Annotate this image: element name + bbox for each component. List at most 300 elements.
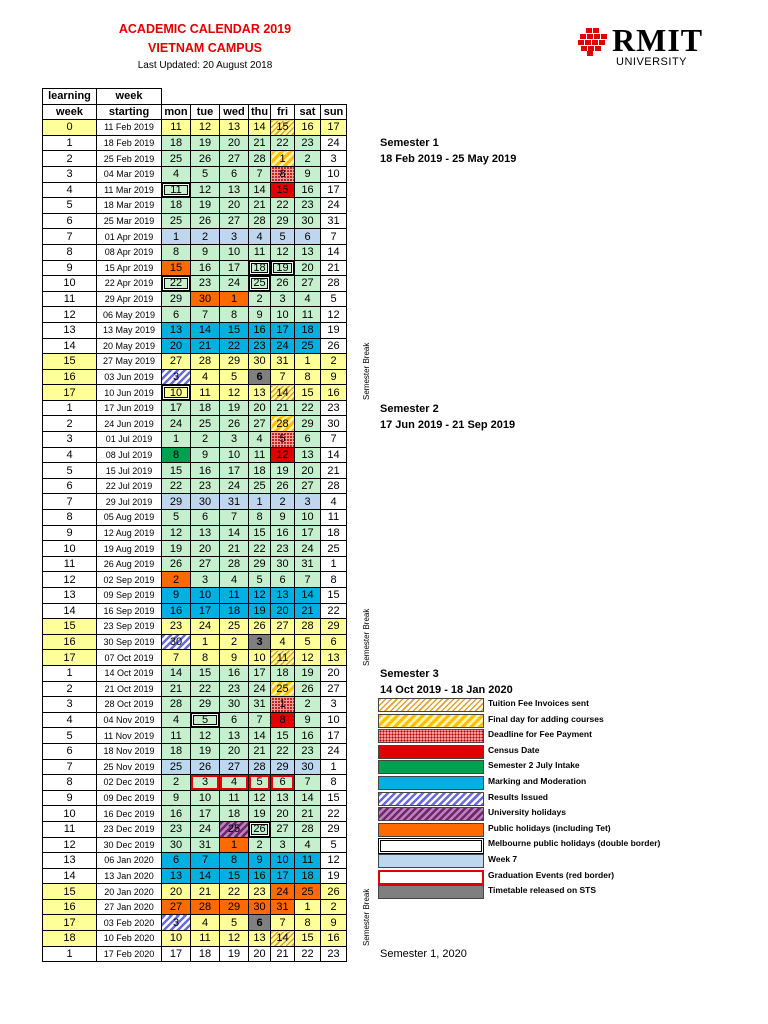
day-cell: 25 <box>295 338 321 354</box>
day-cell: 28 <box>249 213 271 229</box>
table-row <box>43 634 347 650</box>
day-cell: 4 <box>220 572 249 588</box>
header-wed: wed <box>220 104 249 120</box>
learning-week-cell: 8 <box>43 510 97 526</box>
day-cell: 10 <box>249 650 271 666</box>
day-cell: 7 <box>191 853 220 869</box>
learning-week-cell: 12 <box>43 307 97 323</box>
table-row <box>43 899 347 915</box>
week-starting-cell: 20 May 2019 <box>97 338 162 354</box>
table-row <box>43 229 347 245</box>
table-row <box>43 790 347 806</box>
day-cell: 22 <box>321 806 347 822</box>
day-cell: 20 <box>295 260 321 276</box>
day-cell: 20 <box>271 806 295 822</box>
learning-week-cell: 5 <box>43 198 97 214</box>
day-cell: 7 <box>162 650 191 666</box>
day-cell: 11 <box>249 244 271 260</box>
day-cell: 16 <box>249 322 271 338</box>
day-cell: 21 <box>191 338 220 354</box>
day-cell: 23 <box>162 619 191 635</box>
day-cell: 8 <box>220 307 249 323</box>
day-cell: 12 <box>321 853 347 869</box>
week-starting-cell: 28 Oct 2019 <box>97 697 162 713</box>
learning-week-cell: 6 <box>43 743 97 759</box>
day-cell: 30 <box>295 213 321 229</box>
legend-label: Marking and Moderation <box>488 775 587 786</box>
day-cell: 2 <box>162 775 191 791</box>
day-cell: 6 <box>271 775 295 791</box>
day-cell: 15 <box>295 385 321 401</box>
learning-week-cell: 16 <box>43 369 97 385</box>
rmit-pixel-icon <box>578 28 608 56</box>
day-cell: 16 <box>321 385 347 401</box>
day-cell: 14 <box>271 385 295 401</box>
day-cell: 1 <box>220 837 249 853</box>
day-cell: 23 <box>271 541 295 557</box>
week-starting-cell: 15 Jul 2019 <box>97 463 162 479</box>
learning-week-cell: 14 <box>43 603 97 619</box>
day-cell: 9 <box>191 244 220 260</box>
learning-week-cell: 4 <box>43 712 97 728</box>
day-cell: 13 <box>249 385 271 401</box>
day-cell: 17 <box>321 728 347 744</box>
day-cell: 18 <box>220 806 249 822</box>
learning-week-cell: 13 <box>43 322 97 338</box>
day-cell: 15 <box>271 120 295 136</box>
week-starting-cell: 29 Apr 2019 <box>97 291 162 307</box>
day-cell: 26 <box>220 416 249 432</box>
day-cell: 10 <box>321 712 347 728</box>
week-starting-cell: 06 Jan 2020 <box>97 853 162 869</box>
week-starting-cell: 30 Dec 2019 <box>97 837 162 853</box>
day-cell: 19 <box>191 135 220 151</box>
day-cell: 27 <box>220 151 249 167</box>
day-cell: 30 <box>191 494 220 510</box>
table-row <box>43 120 347 136</box>
day-cell: 12 <box>191 182 220 198</box>
day-cell: 12 <box>162 525 191 541</box>
day-cell: 5 <box>220 915 249 931</box>
day-cell: 2 <box>249 837 271 853</box>
day-cell: 14 <box>321 447 347 463</box>
university-wordmark: UNIVERSITY <box>616 56 688 68</box>
day-cell: 28 <box>321 276 347 292</box>
day-cell: 28 <box>191 354 220 370</box>
day-cell: 10 <box>271 307 295 323</box>
week-starting-cell: 10 Jun 2019 <box>97 385 162 401</box>
day-cell: 20 <box>191 541 220 557</box>
day-cell: 8 <box>295 915 321 931</box>
learning-week-cell: 12 <box>43 837 97 853</box>
day-cell: 2 <box>191 229 220 245</box>
day-cell: 2 <box>321 899 347 915</box>
header-mon: mon <box>162 104 191 120</box>
day-cell: 17 <box>220 463 249 479</box>
semester-1-dates: 18 Feb 2019 - 25 May 2019 <box>380 153 517 165</box>
learning-week-cell: 2 <box>43 681 97 697</box>
day-cell: 14 <box>191 868 220 884</box>
day-cell: 14 <box>249 120 271 136</box>
day-cell: 11 <box>162 728 191 744</box>
day-cell: 21 <box>271 946 295 962</box>
learning-week-cell: 13 <box>43 588 97 604</box>
day-cell: 27 <box>191 556 220 572</box>
day-cell: 24 <box>321 743 347 759</box>
legend-swatch <box>378 792 484 806</box>
table-row <box>43 244 347 260</box>
day-cell: 16 <box>249 868 271 884</box>
day-cell: 1 <box>191 634 220 650</box>
table-row <box>43 525 347 541</box>
day-cell: 26 <box>295 681 321 697</box>
day-cell: 27 <box>271 821 295 837</box>
day-cell: 4 <box>162 712 191 728</box>
week-starting-cell: 27 Jan 2020 <box>97 899 162 915</box>
day-cell: 23 <box>295 743 321 759</box>
day-cell: 7 <box>321 432 347 448</box>
day-cell: 3 <box>220 432 249 448</box>
header-row-1 <box>43 89 347 105</box>
day-cell: 21 <box>220 541 249 557</box>
day-cell: 12 <box>295 650 321 666</box>
day-cell: 12 <box>321 307 347 323</box>
day-cell: 12 <box>271 447 295 463</box>
learning-week-cell: 3 <box>43 432 97 448</box>
learning-week-cell: 5 <box>43 728 97 744</box>
day-cell: 14 <box>162 665 191 681</box>
day-cell: 15 <box>295 931 321 947</box>
day-cell: 11 <box>295 853 321 869</box>
day-cell: 29 <box>191 697 220 713</box>
legend-label: Melbourne public holidays (double border) <box>488 838 661 849</box>
learning-week-cell: 17 <box>43 915 97 931</box>
day-cell: 12 <box>220 931 249 947</box>
table-row <box>43 260 347 276</box>
day-cell: 29 <box>162 291 191 307</box>
semester-break-label-1: Semester Break <box>362 342 371 400</box>
semester-1-label <box>380 135 516 167</box>
table-row <box>43 588 347 604</box>
day-cell: 19 <box>162 541 191 557</box>
learning-week-cell: 1 <box>43 665 97 681</box>
day-cell: 26 <box>162 556 191 572</box>
day-cell: 30 <box>249 354 271 370</box>
learning-week-cell: 15 <box>43 354 97 370</box>
day-cell: 24 <box>191 821 220 837</box>
day-cell: 25 <box>162 213 191 229</box>
day-cell: 14 <box>295 790 321 806</box>
learning-week-cell: 6 <box>43 213 97 229</box>
legend-swatch <box>378 885 484 899</box>
week-starting-cell: 16 Sep 2019 <box>97 603 162 619</box>
day-cell: 14 <box>220 525 249 541</box>
learning-week-cell: 12 <box>43 572 97 588</box>
day-cell: 11 <box>162 182 191 198</box>
week-starting-cell: 07 Oct 2019 <box>97 650 162 666</box>
day-cell: 6 <box>295 229 321 245</box>
learning-week-cell: 3 <box>43 166 97 182</box>
day-cell: 16 <box>191 260 220 276</box>
legend-label: Census Date <box>488 744 540 755</box>
table-row <box>43 432 347 448</box>
day-cell: 10 <box>162 385 191 401</box>
day-cell: 20 <box>220 135 249 151</box>
week-starting-cell: 22 Apr 2019 <box>97 276 162 292</box>
day-cell: 9 <box>249 853 271 869</box>
week-starting-cell: 18 Nov 2019 <box>97 743 162 759</box>
legend-label: Deadline for Fee Payment <box>488 729 592 740</box>
day-cell: 15 <box>249 525 271 541</box>
day-cell: 27 <box>162 899 191 915</box>
legend-swatch <box>378 823 484 837</box>
day-cell: 16 <box>271 525 295 541</box>
day-cell: 14 <box>321 244 347 260</box>
day-cell: 3 <box>191 572 220 588</box>
table-row <box>43 868 347 884</box>
week-starting-cell: 22 Jul 2019 <box>97 478 162 494</box>
learning-week-cell: 2 <box>43 416 97 432</box>
day-cell: 19 <box>220 946 249 962</box>
semester-3-name: Semester 3 <box>380 668 439 680</box>
day-cell: 25 <box>220 821 249 837</box>
learning-week-cell: 7 <box>43 759 97 775</box>
day-cell: 3 <box>295 494 321 510</box>
day-cell: 23 <box>249 338 271 354</box>
day-cell: 22 <box>162 276 191 292</box>
table-row <box>43 619 347 635</box>
legend-label: University holidays <box>488 807 566 818</box>
day-cell: 19 <box>295 665 321 681</box>
learning-week-cell: 4 <box>43 447 97 463</box>
legend-swatch <box>378 807 484 821</box>
day-cell: 15 <box>220 322 249 338</box>
week-starting-cell: 12 Aug 2019 <box>97 525 162 541</box>
day-cell: 24 <box>321 198 347 214</box>
learning-week-cell: 9 <box>43 525 97 541</box>
day-cell: 4 <box>249 432 271 448</box>
day-cell: 13 <box>220 182 249 198</box>
day-cell: 9 <box>295 166 321 182</box>
header-starting: starting <box>97 104 162 120</box>
week-starting-cell: 13 Jan 2020 <box>97 868 162 884</box>
table-row <box>43 915 347 931</box>
day-cell: 31 <box>271 899 295 915</box>
day-cell: 3 <box>321 697 347 713</box>
day-cell: 2 <box>295 697 321 713</box>
learning-week-cell: 4 <box>43 182 97 198</box>
legend-swatch <box>378 838 484 854</box>
day-cell: 6 <box>249 915 271 931</box>
day-cell: 30 <box>249 899 271 915</box>
learning-week-cell: 1 <box>43 135 97 151</box>
learning-week-cell: 7 <box>43 494 97 510</box>
day-cell: 25 <box>191 416 220 432</box>
day-cell: 21 <box>321 463 347 479</box>
week-starting-cell: 30 Sep 2019 <box>97 634 162 650</box>
day-cell: 11 <box>321 510 347 526</box>
day-cell: 5 <box>321 837 347 853</box>
day-cell: 2 <box>321 354 347 370</box>
week-starting-cell: 03 Jun 2019 <box>97 369 162 385</box>
day-cell: 8 <box>295 369 321 385</box>
day-cell: 27 <box>162 354 191 370</box>
legend-label: Final day for adding courses <box>488 713 604 724</box>
day-cell: 16 <box>295 728 321 744</box>
day-cell: 10 <box>191 588 220 604</box>
day-cell: 13 <box>271 790 295 806</box>
day-cell: 17 <box>271 868 295 884</box>
learning-week-cell: 9 <box>43 790 97 806</box>
day-cell: 5 <box>162 510 191 526</box>
day-cell: 30 <box>162 837 191 853</box>
table-row <box>43 821 347 837</box>
day-cell: 6 <box>249 369 271 385</box>
day-cell: 24 <box>249 681 271 697</box>
header-blank <box>162 89 347 105</box>
week-starting-cell: 20 Jan 2020 <box>97 884 162 900</box>
day-cell: 19 <box>271 260 295 276</box>
day-cell: 10 <box>220 447 249 463</box>
day-cell: 5 <box>271 229 295 245</box>
day-cell: 15 <box>162 260 191 276</box>
week-starting-cell: 24 Jun 2019 <box>97 416 162 432</box>
day-cell: 17 <box>249 665 271 681</box>
day-cell: 21 <box>295 806 321 822</box>
legend-swatch <box>378 854 484 868</box>
day-cell: 1 <box>321 556 347 572</box>
day-cell: 2 <box>191 432 220 448</box>
learning-week-cell: 7 <box>43 229 97 245</box>
day-cell: 29 <box>162 494 191 510</box>
week-starting-cell: 01 Apr 2019 <box>97 229 162 245</box>
day-cell: 3 <box>162 915 191 931</box>
day-cell: 24 <box>295 541 321 557</box>
day-cell: 2 <box>162 572 191 588</box>
day-cell: 5 <box>249 775 271 791</box>
learning-week-cell: 17 <box>43 650 97 666</box>
day-cell: 30 <box>271 556 295 572</box>
day-cell: 2 <box>271 494 295 510</box>
table-row <box>43 650 347 666</box>
day-cell: 4 <box>271 634 295 650</box>
day-cell: 15 <box>271 182 295 198</box>
day-cell: 10 <box>271 853 295 869</box>
day-cell: 28 <box>295 619 321 635</box>
day-cell: 21 <box>295 603 321 619</box>
week-starting-cell: 21 Oct 2019 <box>97 681 162 697</box>
header-thu: thu <box>249 104 271 120</box>
learning-week-cell: 1 <box>43 946 97 962</box>
day-cell: 14 <box>249 728 271 744</box>
day-cell: 7 <box>271 915 295 931</box>
day-cell: 13 <box>162 322 191 338</box>
day-cell: 7 <box>271 369 295 385</box>
day-cell: 27 <box>321 681 347 697</box>
day-cell: 7 <box>295 572 321 588</box>
day-cell: 20 <box>220 743 249 759</box>
day-cell: 23 <box>191 478 220 494</box>
day-cell: 17 <box>220 260 249 276</box>
day-cell: 8 <box>162 244 191 260</box>
day-cell: 27 <box>271 619 295 635</box>
day-cell: 25 <box>162 759 191 775</box>
day-cell: 14 <box>191 322 220 338</box>
week-starting-cell: 09 Sep 2019 <box>97 588 162 604</box>
day-cell: 4 <box>295 291 321 307</box>
day-cell: 21 <box>191 884 220 900</box>
day-cell: 31 <box>321 213 347 229</box>
week-starting-cell: 25 Feb 2019 <box>97 151 162 167</box>
day-cell: 6 <box>295 432 321 448</box>
learning-week-cell: 15 <box>43 619 97 635</box>
day-cell: 18 <box>295 868 321 884</box>
day-cell: 26 <box>271 478 295 494</box>
day-cell: 31 <box>295 556 321 572</box>
day-cell: 15 <box>321 790 347 806</box>
day-cell: 4 <box>295 837 321 853</box>
day-cell: 19 <box>321 322 347 338</box>
table-row <box>43 151 347 167</box>
day-cell: 26 <box>191 151 220 167</box>
header-sat: sat <box>295 104 321 120</box>
day-cell: 4 <box>191 369 220 385</box>
day-cell: 4 <box>321 494 347 510</box>
day-cell: 25 <box>271 681 295 697</box>
day-cell: 9 <box>295 712 321 728</box>
day-cell: 10 <box>295 510 321 526</box>
table-row <box>43 712 347 728</box>
week-starting-cell: 11 Mar 2019 <box>97 182 162 198</box>
day-cell: 23 <box>321 400 347 416</box>
week-starting-cell: 25 Mar 2019 <box>97 213 162 229</box>
week-starting-cell: 13 May 2019 <box>97 322 162 338</box>
day-cell: 8 <box>162 447 191 463</box>
learning-week-cell: 17 <box>43 385 97 401</box>
day-cell: 10 <box>220 244 249 260</box>
day-cell: 29 <box>271 213 295 229</box>
day-cell: 20 <box>249 946 271 962</box>
day-cell: 18 <box>249 463 271 479</box>
learning-week-cell: 14 <box>43 338 97 354</box>
day-cell: 5 <box>321 291 347 307</box>
day-cell: 4 <box>220 775 249 791</box>
day-cell: 27 <box>295 478 321 494</box>
table-row <box>43 806 347 822</box>
week-starting-cell: 19 Aug 2019 <box>97 541 162 557</box>
table-row <box>43 276 347 292</box>
week-starting-cell: 23 Sep 2019 <box>97 619 162 635</box>
day-cell: 9 <box>162 790 191 806</box>
semester-2-dates: 17 Jun 2019 - 21 Sep 2019 <box>380 419 516 431</box>
day-cell: 3 <box>220 229 249 245</box>
day-cell: 11 <box>162 120 191 136</box>
day-cell: 22 <box>295 400 321 416</box>
day-cell: 7 <box>321 229 347 245</box>
day-cell: 20 <box>220 198 249 214</box>
day-cell: 1 <box>295 899 321 915</box>
day-cell: 1 <box>162 432 191 448</box>
legend-swatch <box>378 698 484 712</box>
day-cell: 9 <box>321 369 347 385</box>
header-sun: sun <box>321 104 347 120</box>
day-cell: 13 <box>191 525 220 541</box>
calendar-body <box>43 120 347 962</box>
header-week-num: week <box>43 104 97 120</box>
last-updated: Last Updated: 20 August 2018 <box>137 60 273 71</box>
week-starting-cell: 11 Nov 2019 <box>97 728 162 744</box>
day-cell: 25 <box>162 151 191 167</box>
